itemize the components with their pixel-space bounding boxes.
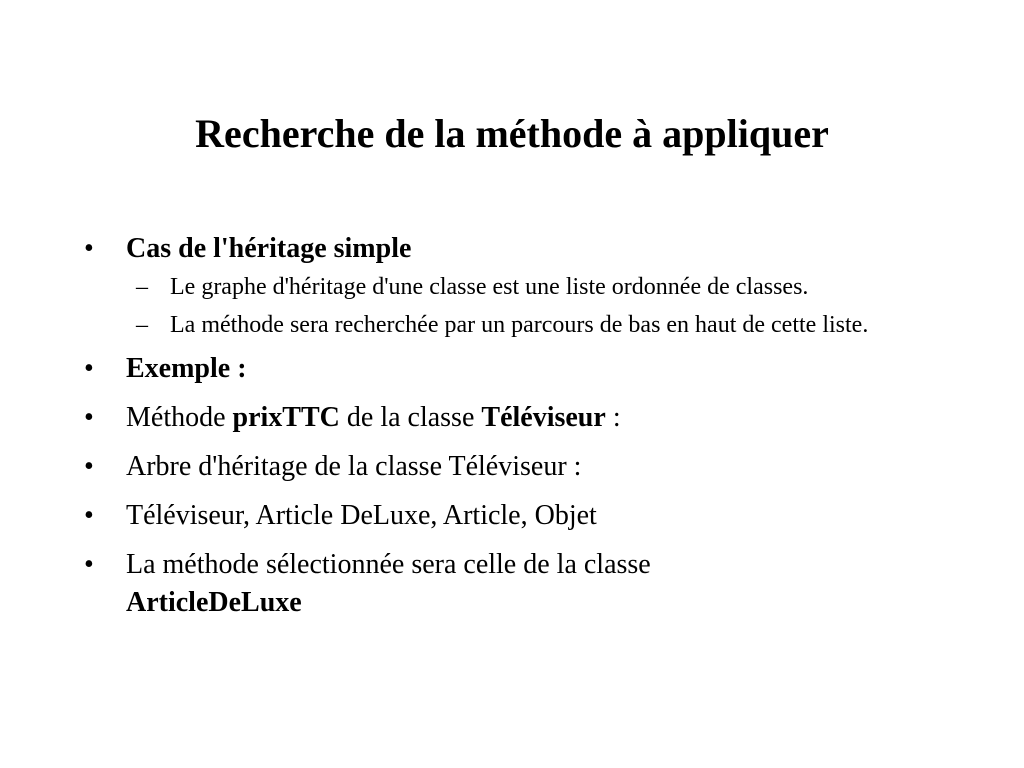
bullet-item-heritage-simple	[84, 230, 964, 268]
slide-content	[84, 230, 964, 622]
sub-bullet-marker: –	[136, 274, 148, 300]
slide-title: Recherche de la méthode à appliquer	[195, 111, 829, 156]
bullet-item-exemple	[84, 350, 964, 388]
bullet-text: Cas de l'héritage simple	[126, 233, 412, 264]
sub-bullet-marker: –	[136, 312, 148, 338]
bullet-text-prefix: Méthode	[126, 402, 233, 433]
bullet-item-selection	[84, 546, 964, 622]
class-name: Téléviseur	[481, 402, 606, 433]
bullet-item-class-list	[84, 497, 964, 535]
sub-bullet-item	[84, 270, 964, 304]
bullet-text-suffix: :	[605, 402, 621, 433]
bullet-marker: •	[84, 500, 94, 531]
method-name: prixTTC	[232, 402, 340, 433]
sub-bullet-list	[84, 270, 964, 342]
sub-bullet-text: La méthode sera recherchée par un parcours de bas en haut de cette liste.	[170, 312, 869, 338]
bullet-item-arbre	[84, 448, 964, 486]
bullet-marker: •	[84, 353, 94, 384]
bullet-marker: •	[84, 451, 94, 482]
sub-bullet-text: Le graphe d'héritage d'une classe est une liste ordonnée de classes.	[170, 274, 809, 300]
selected-class-name: ArticleDeLuxe	[126, 587, 302, 618]
bullet-text: Téléviseur, Article DeLuxe, Article, Objet	[126, 500, 597, 531]
bullet-item-methode	[84, 399, 964, 437]
bullet-text-prefix: La méthode sélectionnée sera celle de la classe	[126, 549, 651, 580]
bullet-marker: •	[84, 233, 94, 264]
sub-bullet-item	[84, 308, 964, 342]
bullet-marker: •	[84, 549, 94, 580]
bullet-marker: •	[84, 402, 94, 433]
bullet-text: Exemple :	[126, 353, 247, 384]
bullet-text-middle: de la classe	[339, 402, 482, 433]
bullet-text: Arbre d'héritage de la classe Téléviseur :	[126, 451, 582, 482]
